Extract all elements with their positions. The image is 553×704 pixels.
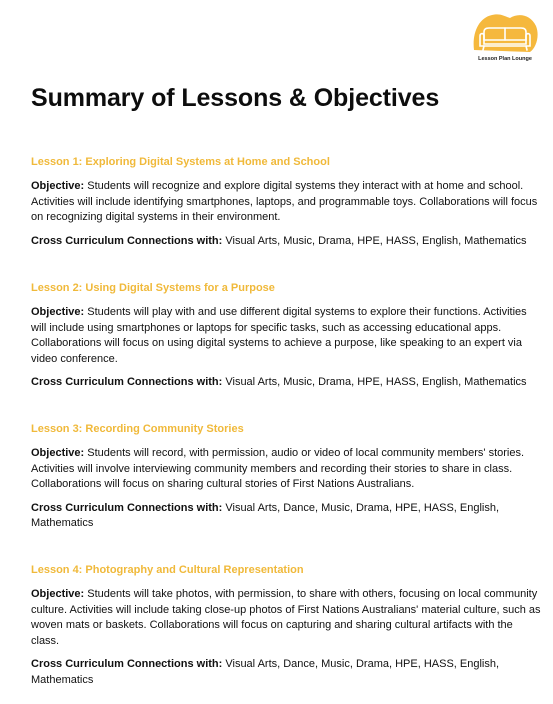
objective-paragraph <box>31 179 543 226</box>
connections-label: Cross Curriculum Connections with: <box>31 658 223 670</box>
lesson-heading: Lesson 2: Using Digital Systems for a Purpose <box>31 282 275 294</box>
lesson-heading: Lesson 1: Exploring Digital Systems at Home and School <box>31 156 330 168</box>
lesson-section-4 <box>31 563 543 696</box>
objective-paragraph <box>31 305 543 367</box>
lesson-plan-lounge-logo <box>470 10 540 66</box>
connections-paragraph <box>31 234 543 250</box>
objective-paragraph <box>31 446 543 493</box>
objective-label: Objective: <box>31 588 85 600</box>
lesson-section-1 <box>31 155 543 257</box>
connections-paragraph <box>31 375 543 391</box>
lesson-heading: Lesson 4: Photography and Cultural Representation <box>31 564 304 576</box>
objective-text: Students will record, with permission, audio or video of local community members' stories. Activities will involve interviewing community members and recording their stories to share in class. Collaborations will focus on sharing cultural stories of First Nations Australians. <box>31 447 525 490</box>
objective-label: Objective: <box>31 447 85 459</box>
objective-label: Objective: <box>31 180 85 192</box>
connections-label: Cross Curriculum Connections with: <box>31 501 223 514</box>
objective-label: Objective: <box>31 306 85 318</box>
objective-text: Students will take photos, with permission, to share with others, focusing on local community culture. Activities will include taking close-up photos of First Nations Australians' material culture, such as woven mats or baskets. Collaborations will focus on capturing and sharing cultural artifacts with the class. <box>31 588 541 647</box>
logo-text: Lesson Plan Lounge <box>478 56 532 62</box>
objective-text: Students will recognize and explore digital systems they interact with at home and school. Activities will include identifying smartphones, laptops, and programmable toys. Collaborations will focus on recognizing digital systems in their environment. <box>31 180 538 223</box>
connections-text: Visual Arts, Dance, Music, Drama, HPE, HASS, English, Mathematics <box>31 501 500 529</box>
connections-text: Visual Arts, Dance, Music, Drama, HPE, HASS, English, Mathematics <box>31 658 500 686</box>
connections-text: Visual Arts, Music, Drama, HPE, HASS, English, Mathematics <box>225 376 527 388</box>
connections-paragraph <box>31 657 543 688</box>
lesson-section-2 <box>31 281 543 399</box>
lesson-heading: Lesson 3: Recording Community Stories <box>31 423 244 435</box>
objective-paragraph <box>31 587 543 649</box>
page-title: Summary of Lessons & Objectives <box>31 84 440 112</box>
lesson-section-3 <box>31 422 543 540</box>
connections-label: Cross Curriculum Connections with: <box>31 376 223 388</box>
connections-label: Cross Curriculum Connections with: <box>31 234 223 247</box>
connections-paragraph <box>31 501 543 532</box>
connections-text: Visual Arts, Music, Drama, HPE, HASS, English, Mathematics <box>225 234 527 247</box>
sofa-logo-icon <box>470 10 540 56</box>
objective-text: Students will play with and use different digital systems to explore their functions. Activities will include using smartphones or laptops for specific tasks, such as accessing educational apps. Collaborations will focus on using digital systems to achieve a purpose, like speaking to an expert via video conference. <box>31 306 527 365</box>
